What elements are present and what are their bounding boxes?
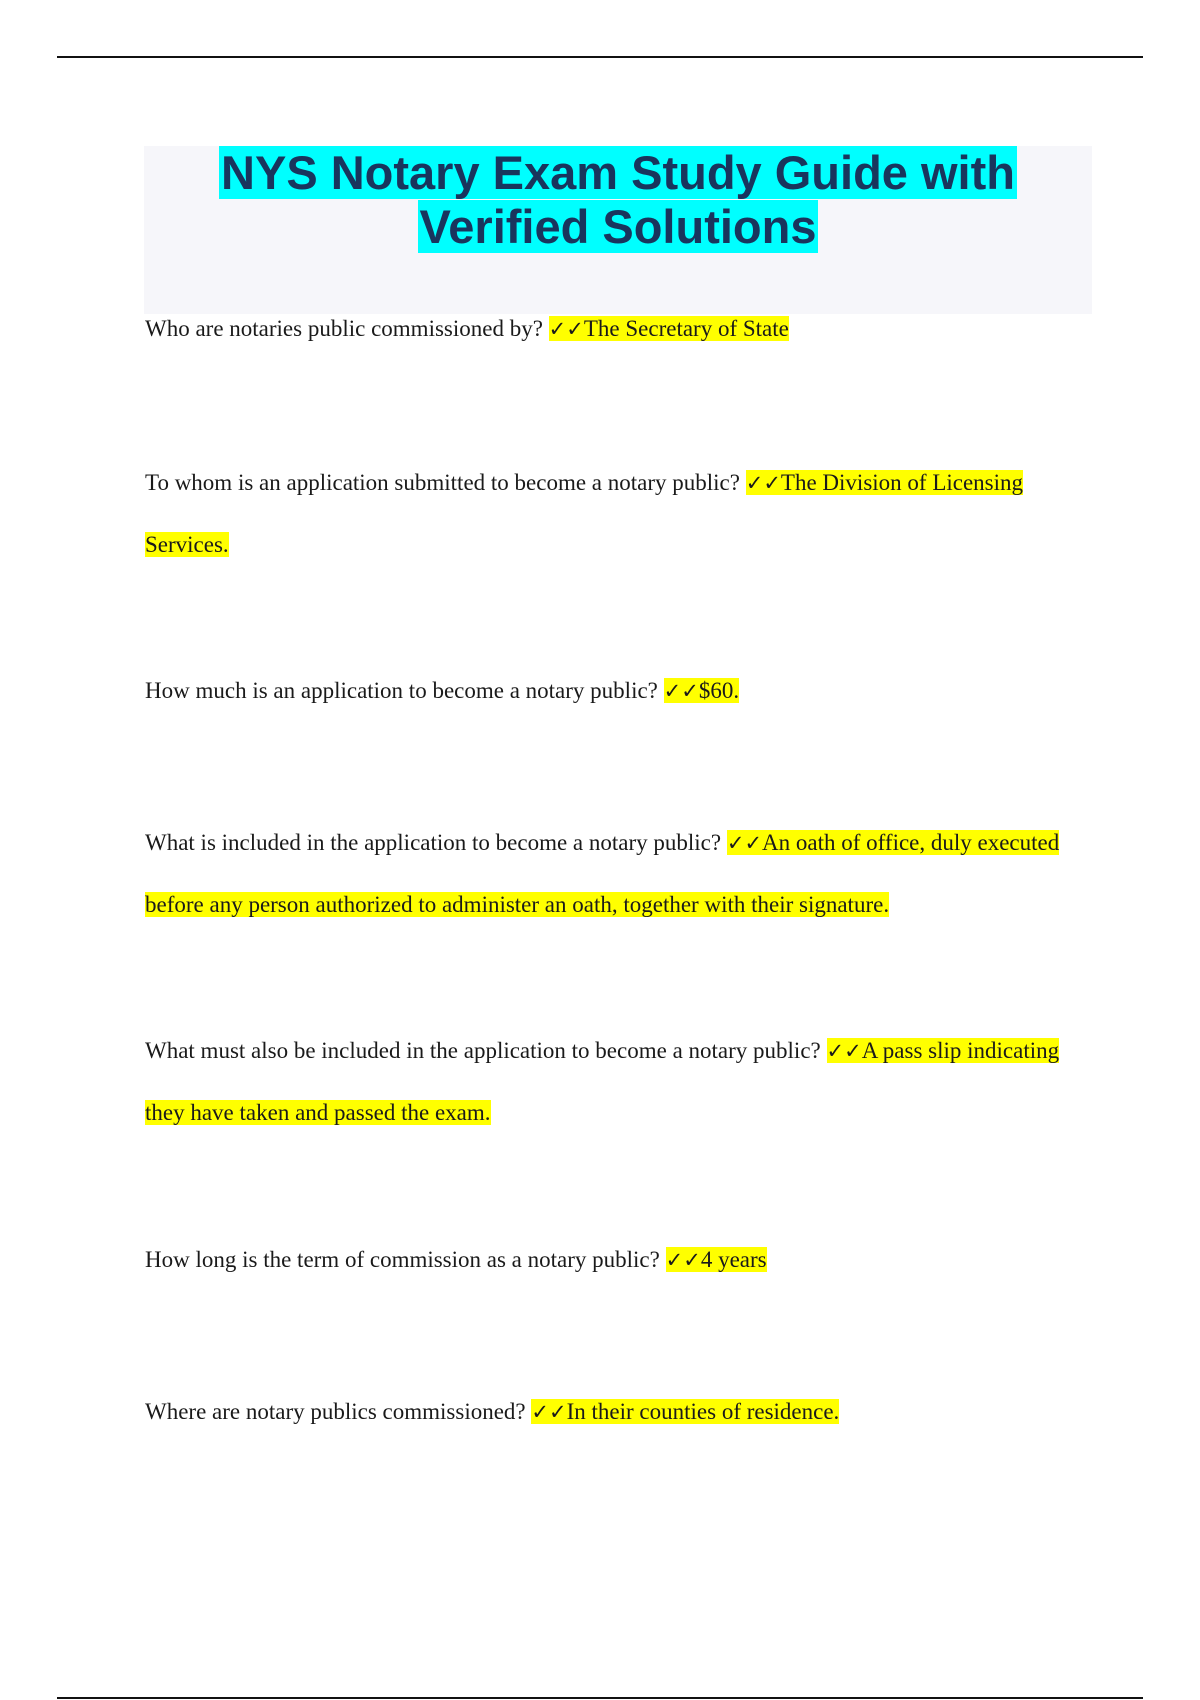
answer-text: ✓✓In their counties of residence. — [531, 1399, 840, 1424]
answer-text: ✓✓An oath of office, duly executed before any person authorized to administer an oath, together with their signature. — [145, 830, 1060, 917]
title-block — [144, 146, 1092, 314]
qa-item — [145, 1381, 1095, 1443]
answer-text: ✓✓A pass slip indicating they have taken and passed the exam. — [145, 1038, 1060, 1125]
check-icon: ✓✓ — [663, 679, 699, 703]
title-line-2: Verified Solutions — [419, 200, 817, 253]
qa-item — [145, 298, 1095, 360]
check-icon: ✓✓ — [745, 471, 781, 495]
title-line-1: NYS Notary Exam Study Guide with — [221, 146, 1015, 199]
header-rule — [57, 56, 1143, 58]
answer-text: ✓✓The Secretary of State — [548, 316, 789, 341]
qa-item — [145, 452, 1095, 575]
qa-item — [145, 812, 1095, 935]
check-icon: ✓✓ — [726, 831, 763, 855]
qa-item — [145, 660, 1095, 722]
question-text: What must also be included in the application to become a notary public? — [145, 1038, 827, 1063]
check-icon: ✓✓ — [826, 1039, 862, 1063]
document-title — [144, 146, 1092, 254]
footer-rule — [57, 1697, 1143, 1699]
question-text: Who are notaries public commissioned by? — [145, 316, 549, 341]
answer-text: ✓✓$60. — [663, 678, 740, 703]
check-icon: ✓✓ — [665, 1248, 701, 1272]
check-icon: ✓✓ — [548, 317, 584, 341]
answer-text: ✓✓The Division of Licensing Services. — [145, 470, 1024, 557]
question-text: What is included in the application to become a notary public? — [145, 830, 727, 855]
answer-text: ✓✓4 years — [665, 1247, 767, 1272]
question-text: To whom is an application submitted to become a notary public? — [145, 470, 746, 495]
qa-item — [145, 1020, 1095, 1143]
question-text: How long is the term of commission as a notary public? — [145, 1247, 666, 1272]
qa-item — [145, 1229, 1095, 1291]
question-text: How much is an application to become a notary public? — [145, 678, 664, 703]
question-text: Where are notary publics commissioned? — [145, 1399, 532, 1424]
check-icon: ✓✓ — [531, 1400, 567, 1424]
